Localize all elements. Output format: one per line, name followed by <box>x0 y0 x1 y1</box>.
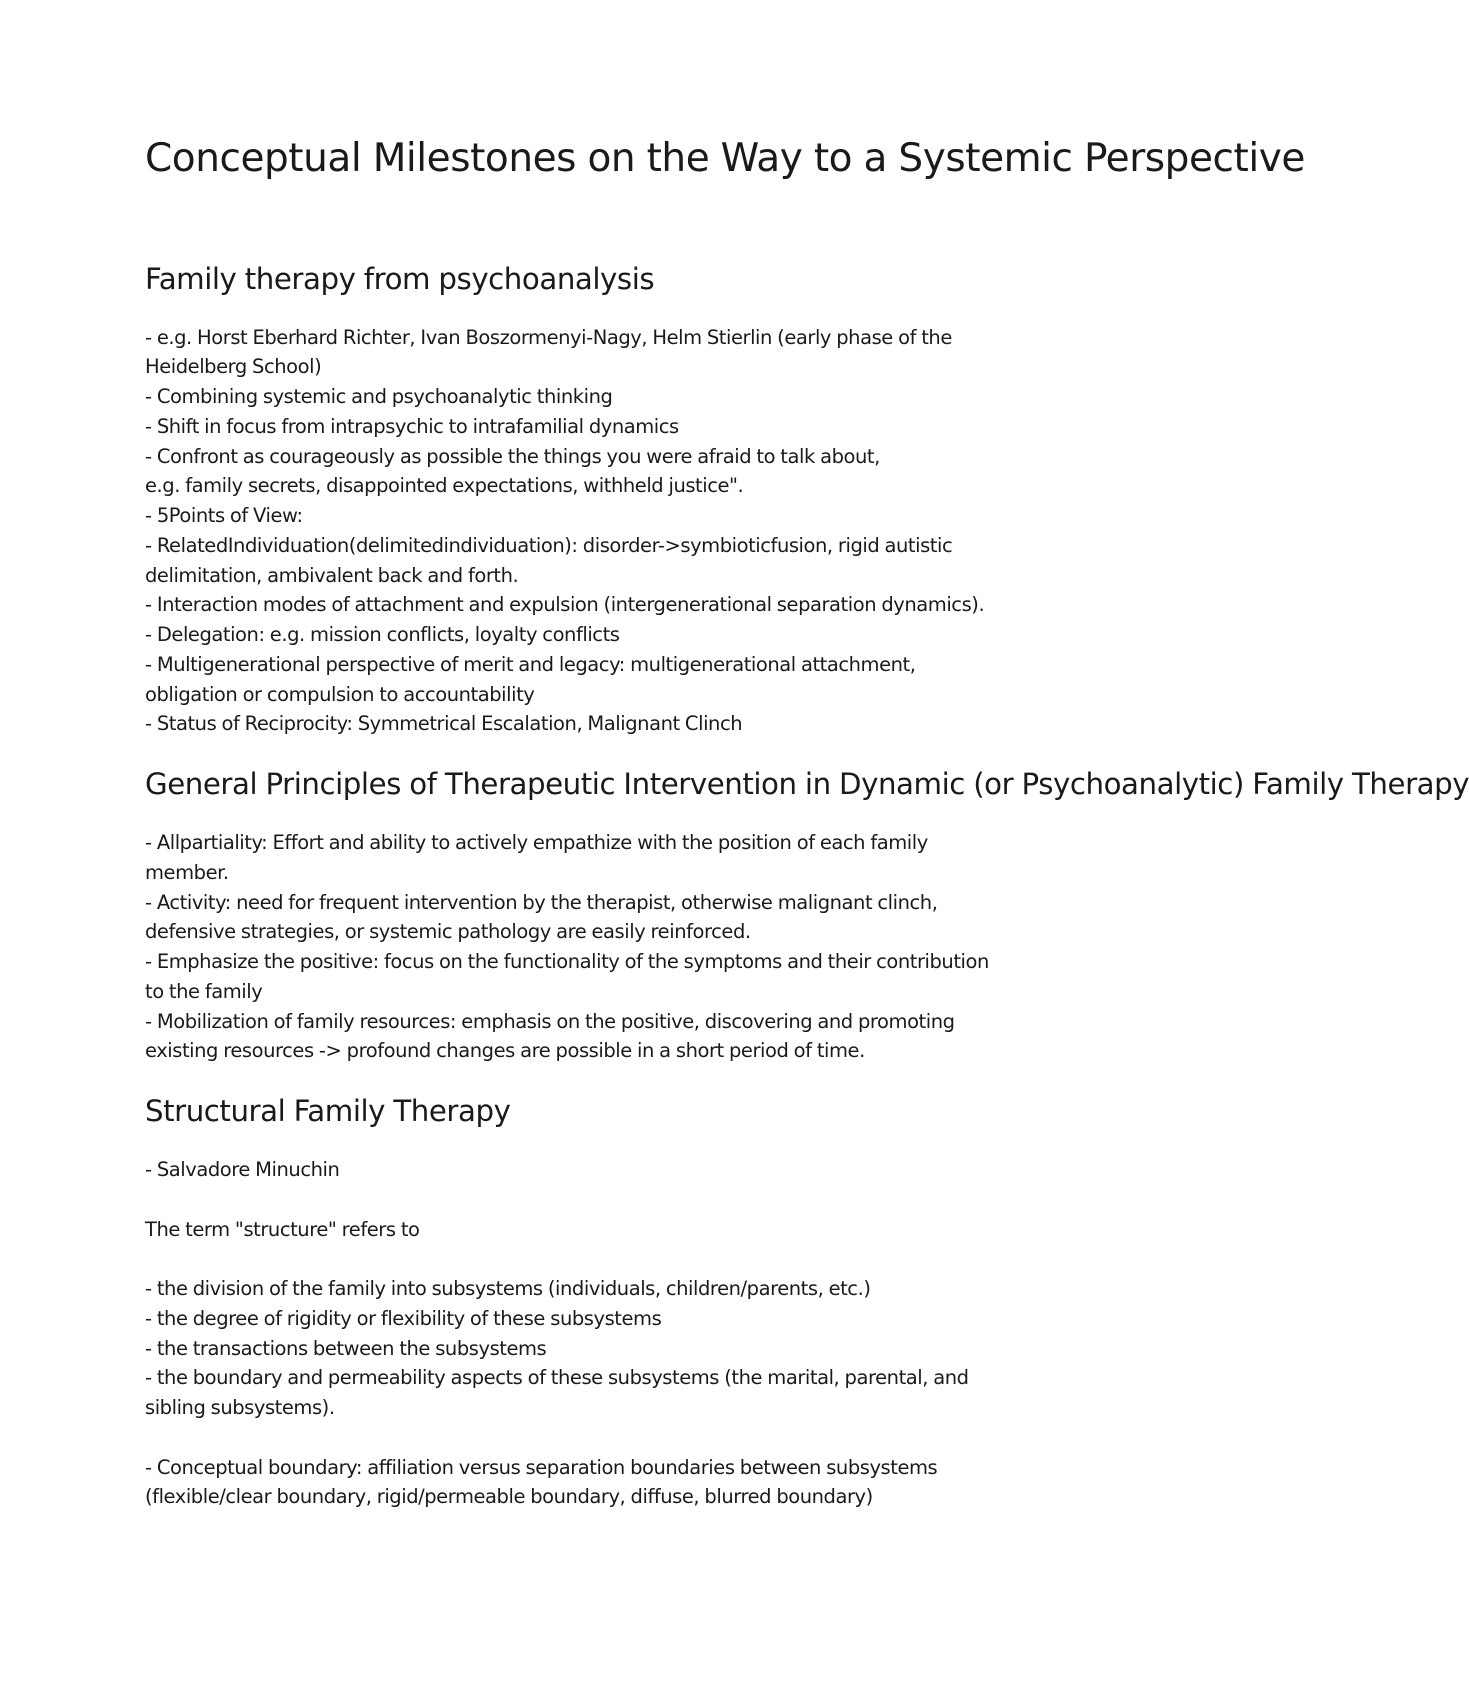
body-line: - Multigenerational perspective of merit and legacy: multigenerational attachment, <box>145 653 916 676</box>
section-heading-structural: Structural Family Therapy <box>145 1094 511 1128</box>
list-item: - the division of the family into subsystems (individuals, children/parents, etc.) <box>145 1277 871 1300</box>
list-item: - the degree of rigidity or flexibility of these subsystems <box>145 1307 662 1330</box>
body-line: existing resources -> profound changes are possible in a short period of time. <box>145 1039 865 1062</box>
body-line: e.g. family secrets, disappointed expectations, withheld justice". <box>145 474 744 497</box>
body-line: - Mobilization of family resources: emphasis on the positive, discovering and promoting <box>145 1010 955 1033</box>
body-line: - Activity: need for frequent intervention by the therapist, otherwise malignant clinch, <box>145 891 938 914</box>
body-line: - 5Points of View: <box>145 504 303 527</box>
body-line: delimitation, ambivalent back and forth. <box>145 564 519 587</box>
body-line: - Confront as courageously as possible the things you were afraid to talk about, <box>145 445 880 468</box>
body-line: Heidelberg School) <box>145 355 322 378</box>
intro-line: The term "structure" refers to <box>145 1218 420 1241</box>
body-line: to the family <box>145 980 263 1003</box>
section-heading-psychoanalysis: Family therapy from psychoanalysis <box>145 262 655 296</box>
body-line: - Shift in focus from intrapsychic to intrafamilial dynamics <box>145 415 679 438</box>
body-line: - Conceptual boundary: affiliation versus separation boundaries between subsystems <box>145 1456 938 1479</box>
body-line: - Emphasize the positive: focus on the functionality of the symptoms and their contribution <box>145 950 989 973</box>
body-line: - Status of Reciprocity: Symmetrical Escalation, Malignant Clinch <box>145 712 743 735</box>
body-line: (flexible/clear boundary, rigid/permeable boundary, diffuse, blurred boundary) <box>145 1485 873 1508</box>
author-line: - Salvadore Minuchin <box>145 1158 340 1181</box>
body-line: defensive strategies, or systemic pathology are easily reinforced. <box>145 920 751 943</box>
body-line: obligation or compulsion to accountability <box>145 683 535 706</box>
body-line: - e.g. Horst Eberhard Richter, Ivan Boszormenyi-Nagy, Helm Stierlin (early phase of the <box>145 326 952 349</box>
body-line: - Interaction modes of attachment and expulsion (intergenerational separation dynamics). <box>145 593 985 616</box>
body-line: - Allpartiality: Effort and ability to actively empathize with the position of each family <box>145 831 928 854</box>
body-line: - Delegation: e.g. mission conflicts, loyalty conflicts <box>145 623 620 646</box>
body-line: member. <box>145 861 229 884</box>
list-item: - the boundary and permeability aspects of these subsystems (the marital, parental, and <box>145 1366 969 1389</box>
document-title: Conceptual Milestones on the Way to a Systemic Perspective <box>145 136 1305 181</box>
body-line: - Combining systemic and psychoanalytic thinking <box>145 385 613 408</box>
list-item: sibling subsystems). <box>145 1396 335 1419</box>
section-heading-general-principles: General Principles of Therapeutic Intervention in Dynamic (or Psychoanalytic) Family Therapy <box>145 767 1469 801</box>
body-line: - RelatedIndividuation(delimitedindividuation): disorder->symbioticfusion, rigid autistic <box>145 534 953 557</box>
list-item: - the transactions between the subsystems <box>145 1337 547 1360</box>
